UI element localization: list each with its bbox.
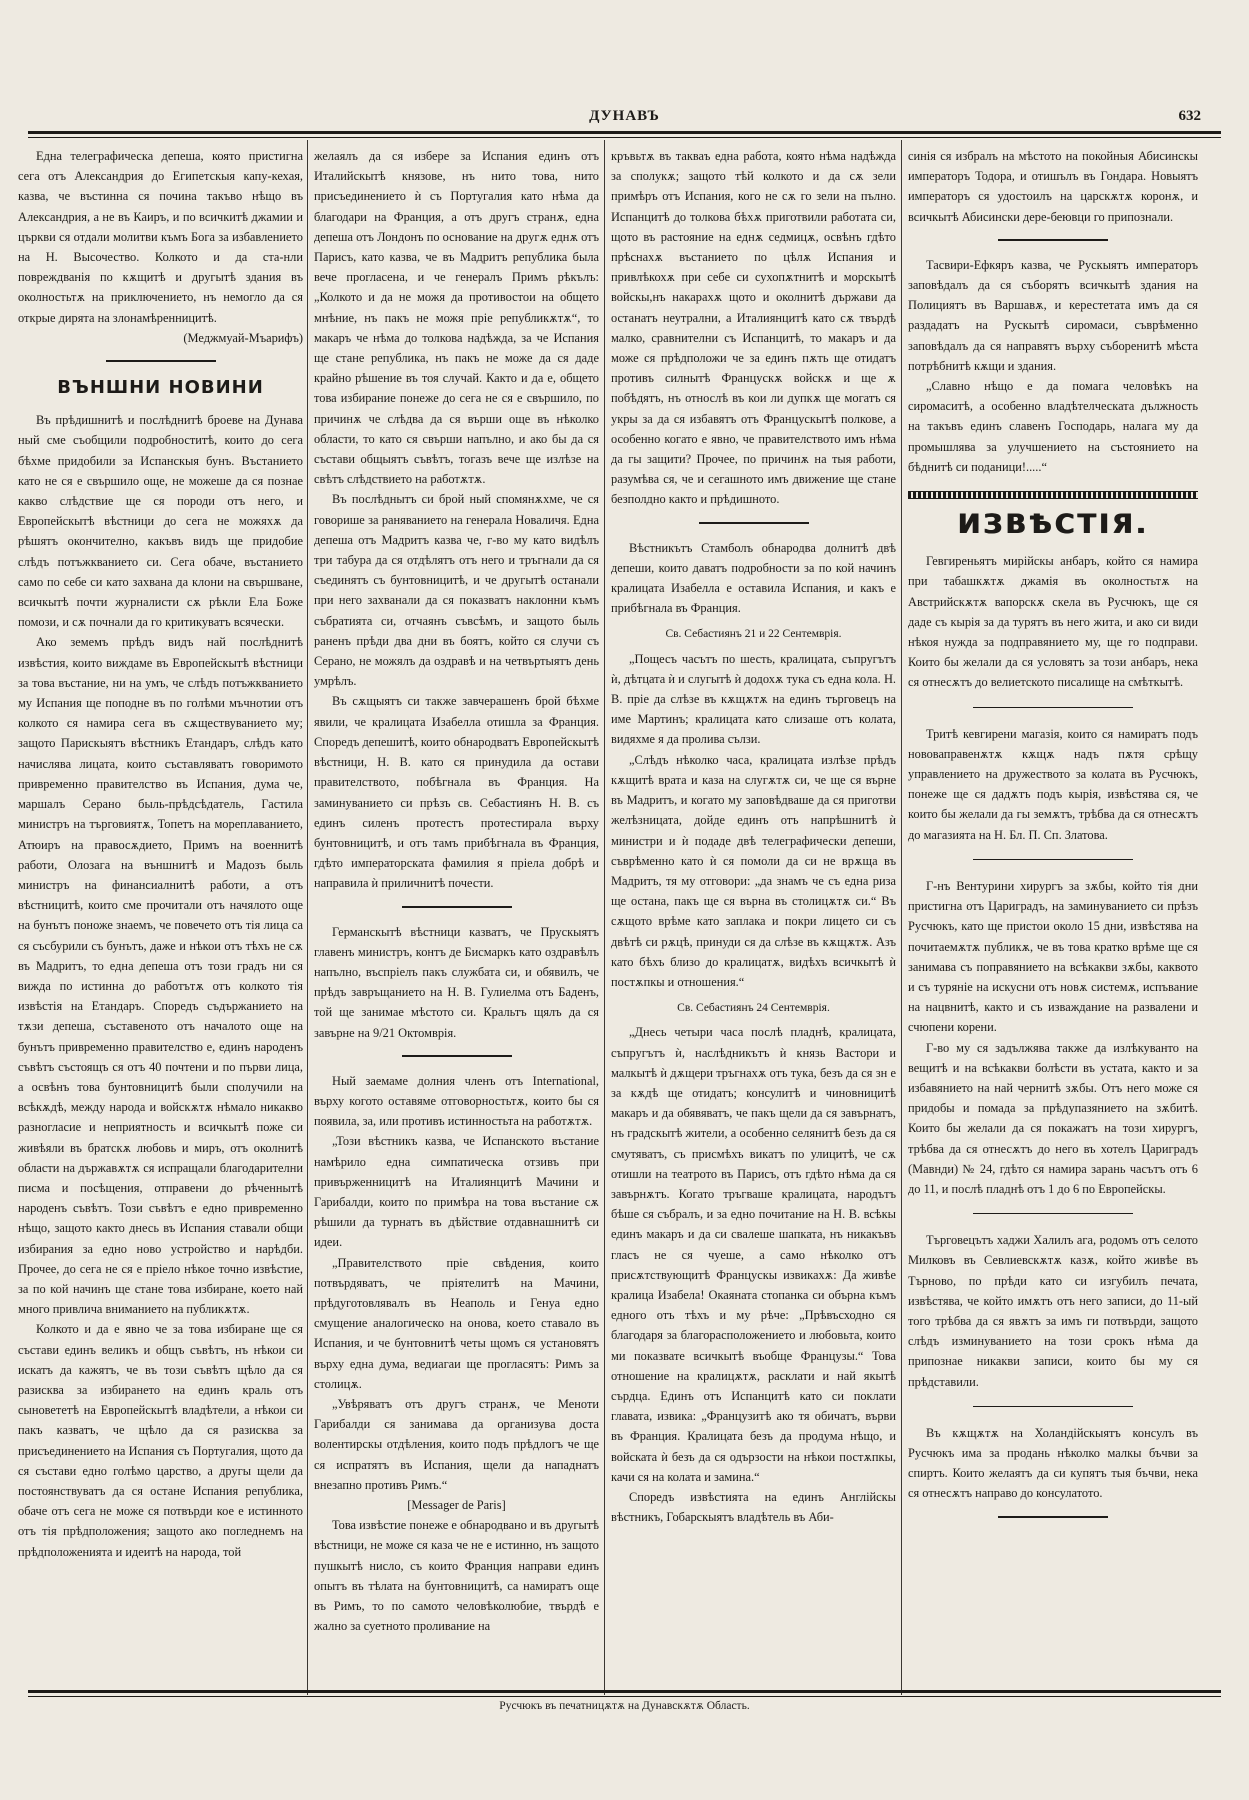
article-paragraph: Въ прѣдишнитѣ и послѣднитѣ броеве на Дунава ный сме съобщили подробноститѣ, които до сега бѣхме придобили за Испанскыя бунъ. Въстанието като не ся е свършило още, не можеше да ся познае какво слѣдствие ще ся породи отъ него, и Европейскытѣ вѣстници до сега не можяхѫ да рѣшятъ окончително, какъвъ видъ ще придобие слѣдъ потъжкванието си. Сега обаче, въстанието само по себе си като захвана да клони на свършване, всичкытѣ почти журналисти сѫ рѣкли Ела Боже помози, и сѫ почнали да го критикуватъ всячески.	[18, 413, 303, 630]
newspaper-title: ДУНАВЪ	[589, 108, 660, 124]
separator	[699, 522, 809, 524]
article-paragraph: Ако земемъ прѣдъ видъ най послѣднитѣ извѣстия, които виждаме въ Европейскытѣ вѣстници за това въстание, ни на умъ, че слѣдъ потъжкванието му Испания ще поподне въ по голѣми мъчнотии отъ колкото ся намира сега въ сѫществуванието му; защото Парискыятъ вѣстникъ Етандаръ, слѣдъ като начислява лицата, които съставляватъ говоримото привременно правителство въ Испания, дума че, маршалъ Серано быль-прѣдсѣдатель, Гастила министръ на търговиятѫ, Топетъ на мореплаванието, Атюиръ на правосѫдието, Примъ на военнитѣ работи, Олозага на външнитѣ и Мадозъ быль министръ на финансиалнитѣ работи, а отъ вѣстницитѣ, които сме прочитали отъ начялото още на бунътъ поноже знаемъ, че повечето отъ тія лица са ся съсбурили съ бунътъ, даже и нѣкои отъ тѣхъ не сѫ въ Мадритъ, то една депеша отъ този градъ ни ся вижда по истинна до работътѫ отъ колкото тія извѣстія на Етандаръ. Споредъ съдържанието на тѫзи депеша, съставеното отъ началото още на бунътъ привременно правителство е, единъ народенъ съвѣтъ състоящъ ся отъ 40 почтени и по първи лица, а освѣнъ това бунтовницитѣ были сполучили на всѣкѫдѣ, между народа и войскѫтѫ нѣмало никакво разногласие и неприятность и всичкытѣ поже си живѣяли въ братскѫ любовь и миръ, отъ околнитѣ области на държавѫтѫ ся испращали благодарителни писма и посѣщения, отправени до рѣченнытѣ народенъ съвѣтъ. Този съвѣтъ е едно привременно нѣщо, защото както днесь въ Испания ставали общи избирания за едно ново устройство и нарѣдби. Прочее, до сега не ся е пріело нѣкое точно извѣстие, за по кой начинъ ще стане това избиране, което най много привлича вниманието на публикѫтѫ.	[18, 635, 303, 1317]
separator	[973, 1213, 1133, 1214]
column-divider-3	[901, 140, 902, 1695]
dateline: Св. Себастиянъ 21 и 22 Сентемврія.	[665, 628, 842, 641]
article-paragraph: синія ся избралъ на мѣстото на покойныя Абисинскы императоръ Тодора, и отишълъ въ Гондара. Новыятъ императоръ ся удостоилъ на царскѫтѫ коронѫ, и всичкытѣ Абисински дере-беювци го припознали.	[908, 149, 1198, 224]
article-paragraph: Това извѣстие понеже е обнародвано и въ другытѣ вѣстници, не може ся каза че не е истинно, нъ защото пушкытѣ нисло, съ които Франция направи единъ опытъ въ тѣлата на бунтовницитѣ, са намиратъ още въ Римъ, то по самото человѣколюбие, твърдѣ е жално за суетното проливание на	[314, 1518, 599, 1634]
article-paragraph: „Увѣряватъ отъ другъ странѫ, че Меноти Гарибалди ся занимава да организува доста волентирскы отдѣления, които подъ прѣдлогъ че ще ся испратятъ въ Испания, щели да нападнатъ внезапно противъ Римъ.“	[314, 1396, 599, 1492]
announcement: Г-во му ся задължява также да излѣкуванто на вещитѣ и на всѣкакви болѣсти въ устата, както и за избавянието на най чернитѣ зѫбы. Отъ него може ся придобы и помада за прѣдупазянието на зѫбитѣ. Които бы желали да ся покажатъ на този хирургъ, трѣбва да ся отнесѫтъ до него въ хотелъ Цариградъ (Мавнди) № 24, гдѣто ся намира зарань часътъ отъ 6 до 11, и послѣ пладнѣ отъ 1 до 6 по Европейскы.	[908, 1040, 1198, 1196]
imprint: Русчюкъ въ печатницѫтѫ на Дунавскѫтѫ Область.	[499, 1700, 750, 1712]
article-paragraph: Колкото и да е явно че за това избиране ще ся състави единъ великъ и общъ съвѣтъ, нъ нѣкои си искатъ да кажятъ, че въ този съвѣтъ щѣло да ся разисква за избирането на единъ краль отъ сыновететѣ на Европейскытѣ владѣтели, а нѣкои си пакъ казватъ, че щѣло да ся разисква за присъединението на Испания съ Португалия, щото да ся състави едно голѣмо царство, а другы щели да постоянствуватъ да ся остане Испания република, обаче отъ сега не може ся потвърди кое е истинното отъ тія прѣдположения; защото ако погледнемъ на прѣдположенията и идеитѣ на народа, той	[18, 1322, 303, 1559]
article-paragraph: Вѣстникътъ Стамболъ обнародва долнитѣ двѣ депеши, които даватъ подробности за по кой начинъ кралицата Изабелла е оставила Испания, и какъ е прибѣгнала въ Франция.	[611, 540, 896, 616]
separator	[973, 859, 1133, 860]
article-paragraph: Ный заемаме долния членъ отъ International, върху когото оставяме отговорностьтѫ, които бы ся появила, за, или противъ истинностьта на работѫтѫ.	[314, 1073, 599, 1129]
column-2	[314, 146, 599, 1686]
header-rule-thin	[28, 137, 1221, 138]
article-paragraph: Германскытѣ вѣстници казватъ, че Прускыятъ главенъ министръ, контъ де Бисмаркъ като оздравѣлъ напълно, въспріелъ пакъ службата си, и обявилъ, че прѣдъ завръщанието на Н. В. Гулиелма отъ Баденъ, той ще занимае мѣстото си. Кральтъ щялъ да ся завърне на 9/21 Октомврія.	[314, 924, 599, 1040]
column-1	[18, 146, 303, 1686]
section-heading-announcements: ИЗВѢСТІЯ.	[957, 509, 1149, 541]
column-divider-2	[604, 140, 605, 1695]
announcement: Търговецътъ хаджи Халилъ ага, родомъ отъ селото Милковъ въ Севлиевскѫтѫ казѫ, който живѣе въ Търново, по прѣди като си изгубилъ печата, извѣстява, че който имѫтъ отъ него записи, до 11-ый того трѣбва да ся явѫтъ за имъ ги потвърди, защото слѣдъ изминуванието на този срокъ нѣма да припознае никакви записи, които бы му ся прѣдставили.	[908, 1233, 1198, 1389]
footer-rule-thin	[28, 1696, 1221, 1697]
separator	[106, 360, 216, 362]
column-4	[908, 146, 1198, 1686]
article-paragraph: Въ сѫщыятъ си также завчерашенъ брой бѣхме явили, че кралицата Изабелла отишла за Франция. Споредъ депешитѣ, които обнародватъ Европейскытѣ вѣстници, Н. В. като ся принудила да остави правителството, побѣгнала въ Франция. На заминуванието си прѣзъ св. Себастиянъ Н. В. съ единъ силенъ протестъ протестирала върху бунтовницитѣ, и отъ тамъ прибѣгнала въ Франция, гдѣто императорската фамилия я пріела добрѣ и направила ѝ приличнитѣ почести.	[314, 694, 599, 891]
section-heading-foreign-news: ВЪНШНИ НОВИНИ	[57, 377, 264, 399]
page-number: 632	[1178, 108, 1201, 124]
separator	[402, 906, 512, 908]
header-rule-thick	[28, 131, 1221, 134]
separator	[973, 1406, 1133, 1407]
article-alexandria: Една телеграфическа депеша, която пристигна сега отъ Александрия до Египетскыя капу-кехая, казва, че въстинна ся почина такъво нѣщо въ Александрия, а не въ Каиръ, и по всичкитѣ джамии и църкви ся отдали молитви къмъ Бога за избавлението на Н. Высочество. Колкото и да ста-нли повреждванія по кѫщитѣ и другытѣ здания въ околностьтѫ на приключението, нъ немогло да ся открые дирята на злонамѣренницитѣ.	[18, 149, 303, 325]
article-paragraph: Тасвири-Ефкяръ казва, че Рускыятъ императоръ заповѣдалъ да ся съборятъ всичкытѣ здания на Полициятъ въ Варшавѫ, и керестетата имъ да ся раздадатъ на Рускытѣ сиромаси, съврѣменно заповѣдалъ да ся направятъ върху съборенитѣ мѣста потрѣбнитѣ кѫщи и здания.	[908, 257, 1198, 373]
article-paragraph: Въ послѣднытъ си брой ный спомянѫхме, че ся говорише за раняванието на генерала Новаличя. Една депеша отъ Мадритъ казва че, г-во му като видѣлъ три табура да ся отдѣлятъ отъ него и тръгнали да ся съединятъ съ бунтовницитѣ, и че другытѣ останали при него захванали да ся показватъ наклонни къмъ събратията си, отчаянъ съвсѣмъ, и защото быль раненъ прѣди два дни въ боятъ, който ся случи съ Серано, не можялъ да оздравѣ и на четвъртыятъ день умрѣлъ.	[314, 492, 599, 689]
footer-rule-thick	[28, 1690, 1221, 1693]
announcement: Гевгиреньятъ мирійскы анбаръ, който ся намира при табашкѫтѫ джамія въ околностьтѫ на Австрийскѫтѫ вапорскѫ скела въ Русчюкъ, ще ся даде съ кырія за да турятъ въ него жита, и ако си види нѣкоя нужда за подправянието му, ще го подправи. Които бы желали да ся условятъ за този анбаръ, нека ся отнесѫтъ до велиетското писалище на смѣткытѣ.	[908, 554, 1198, 690]
article-paragraph: „Правителството пріе свѣдения, които потвърдяватъ, че пріятелитѣ на Мачини, прѣдуготовлявалъ въ Неаполь и Генуа едно смущение аналогическо на онова, което ставало въ Испания, и че бунтовнитѣ четы щомъ ся установятъ върху една дума, ведиагаи ще прогласятъ: Римъ за столицѫ.	[314, 1255, 599, 1391]
separator	[998, 239, 1108, 241]
article-paragraph: Споредъ извѣстията на единъ Англійскы вѣстникъ, Гобарскыятъ владѣтель въ Аби-	[611, 1490, 896, 1525]
page-header	[28, 100, 1221, 130]
article-source: (Меджмуай-Мъарифъ)	[183, 330, 303, 345]
article-paragraph: „Слѣдъ нѣколко часа, кралицата излѣзе прѣдъ кѫщитѣ врата и каза на слугѫтѫ си, че ще ся върне въ Мадритъ, и когато му заповѣдваше да ся приготви желѣзницата, дойде единъ отъ напрѣшнитѣ ѝ министри и ѝ подаде двѣ телеграфически депеши, съврѣменно като ѝ ся помоли да си не врѫща въ Мадритъ, тя му отговори: „да знамъ че съ една риза ще остана, пакъ ще ся върна въ столицѫтѫ си.“ Въ сѫщото врѣме като заплака и покри лицето си съ двѣтѣ си рѫцѣ, принуди ся да слѣзе въ кѫщѫтѫ. Азъ като бѣхъ близо до кралицатѫ, видѣхъ всичкытѣ ѝ постѫпкы и отношения.“	[611, 752, 896, 989]
column-3	[611, 146, 896, 1686]
separator	[402, 1055, 512, 1057]
article-paragraph: кръвьтѫ въ такваъ една работа, която нѣма надѣжда за сполукѫ; защото тѣй колкото и да сѫ зели примѣръ отъ Испания, кого не сѫ го зели на пълно. Испанцитѣ до толкова бѣхѫ приготвили работата си, щото въ растояние на еднѫ седмицѫ, освѣнъ гдѣто прѣснахѫ въстанието по цѣлѫ Испания и привлѣкохѫ при себе си сухопѫтнитѣ и морскытѣ войскы,нъ накарахѫ щото и околнитѣ държави да останатъ неутрални, а Италиянцитѣ като сѫ твърдѣ малко, сравнителни съ Испанцитѣ, то макаръ и да може ся прѣдположи че за единъ пѫть ще отидатъ противъ силнытѣ Францускѫ войскѫ и ще ѫ побѣдятъ, нъ относлѣ въ кои ли дупкѫ ще могатъ ся укры за да ся избавятъ отъ Францускытѣ полкове, а особенно когато е явно, че правителството имъ нѣма да гы защити? Прочее, по причинѫ на тыя работи, разумѣва ся, че и сегашното имъ движение ще стане безполдно както и прѣдишното.	[611, 149, 896, 507]
column-divider-1	[307, 140, 308, 1695]
article-paragraph: „Днесь четыри часа послѣ пладнѣ, кралицата, съпругътъ ѝ, наслѣдникътъ ѝ князь Вастори и малкытѣ ѝ дѫщери тръгнахѫ отъ тука, безъ да ся зн е за кѫдѣ ще отидатъ; консулитѣ и чиновницитѣ макаръ и да обявяватъ, че пакъ щели да ся завърнатъ, нъ градскытѣ жители, а особенно селянитѣ безъ да ся смутяватъ, съ присмѣхъ викатъ по улицитѣ, че сѫ отишли на театрото въ Парисъ, отъ гдѣто нѣма да ся завърнѫтъ. Когато тръгваше кралицата, народътъ бѣше ся събралъ, и за едно почитание на Н. В. всѣкы единъ макаръ и да си свалеше шапката, нъ никакъвъ гласъ не ся чуеше, а само нѣколко отъ присѫтствующитѣ Францускы извикахѫ: Да живѣе кралица Изабела! Окаяната стопанка си обърна къмъ едного отъ тѣхъ и му рѣче: „Прѣвъсходно ся благодаря за благорасположението и любовьта, които ми показвате всичкытѣ въобще Французы.“ Това отношение на кралицѫтѫ, расклати и най якытѣ сърдца. Единъ отъ Испанцитѣ като си поклати главата, извика: „Французитѣ ако тя обичатъ, върви въ Франция. Кралицата безъ да продума нѣщо, и войската ѝ безъ да ся одързости на нѣкои постѫпкы, качи ся на колата и замина.“	[611, 1025, 896, 1484]
article-paragraph: „Пощесъ часътъ по шесть, кралицата, съпругътъ ѝ, дѣтцата ѝ и слугытѣ ѝ додохѫ тука съ една кола. Н. В. пріе да слѣзе въ кѫщѫтѫ на единъ търговецъ на име Мартинъ; кралицата като слизаше отъ колата, видяхме я да пролива сълзи.	[611, 651, 896, 747]
article-paragraph: „Този вѣстникъ казва, че Испанското въстание намѣрило една симпатическа отзивъ при привърженницитѣ на Италиянцитѣ Мачини и Гарибалди, които по примѣра на това въстание сѫ рѣшили да турнатъ въ дѣйствие отдавнашнитѣ си идеи.	[314, 1134, 599, 1250]
article-source: [Messager de Paris]	[407, 1498, 506, 1512]
dateline: Св. Себастиянъ 24 Сентемврія.	[677, 1002, 830, 1015]
announcement: Г-нъ Вентурини хирургъ за зѫбы, който тія дни пристигна отъ Цариградъ, на заминуванието си прѣзъ Русчюкъ, като ще пристои около 15 дни, извѣстява на почитаемѫтѫ публикѫ, че въ това кратко врѣме ще ся занимава съ поправянието на всѣкакви зѫбы, каквото и съ турянie на искусни отъ новѫ системѫ, испъвание на нацвнитѣ, както и съ изваждание на развалени и счюпени корени.	[908, 878, 1198, 1035]
separator	[973, 707, 1133, 708]
article-paragraph: желаялъ да ся избере за Испания единъ отъ Италийскытѣ князове, нъ нито това, нито присъединението ѝ съ Португалия като нѣма да благодари на Франция, а отъ другъ странѫ, една депеша отъ Лондонъ по основание на другѫ еднѫ отъ Парисъ, като казва, че въ Мадритъ република была вече прогласена, и че генералъ Примъ рѣкълъ: „Колкото и да не можя да противостои на общето мнѣние, нъ пакъ не можя пріе републикѫтѫ“, то макаръ че нѣма до толкова надѣжда, за че Испания ще стане република, нъ пакъ не може да ся даде крайно рѣшение въ тоя случай. Както и да е, общето това избирание понеже до сега не ся е свършило, по причинѫ че слѣдва да ся върши още въ нѣколко области, то като ся свърши напълно, и ако бы да ся състави общыятъ съвѣтъ, тогазъ вече ще излѣзе на свѣтъ слѣдствието на работѫтѫ.	[314, 149, 599, 487]
announcement: Въ кѫщѫтѫ на Холандійскыятъ консулъ въ Русчюкъ има за продань нѣколко малкы бъчви за спиртъ. Които желаятъ да си купятъ тыя бъчви, нека ся отнесѫтъ направо до консулатото.	[908, 1425, 1198, 1501]
announcement: Тритѣ кевгирени магазія, които ся намиратъ подъ нововаправенѫтѫ кѫщѫ надъ пѫтя срѣщу управлението на дружеството за колата въ Русчюкъ, понеже ще ся дадѫтъ подъ кырія, извѣстява ся, че които бы желали да гы земѫтъ, трѣбва да ся отнесѫтъ до магазията на Н. Бл. П. Сп. Златова.	[908, 726, 1198, 842]
decorative-separator	[908, 491, 1198, 499]
article-paragraph: „Славно нѣщо е да помага человѣкъ на сиромаситѣ, а особенно владѣтелческата дължность на такъвъ единъ славенъ Господарь, налага му да промышлява за улучшението на състоянието на бѣднитѣ си поданици!.....“	[908, 379, 1198, 474]
separator	[998, 1516, 1108, 1518]
